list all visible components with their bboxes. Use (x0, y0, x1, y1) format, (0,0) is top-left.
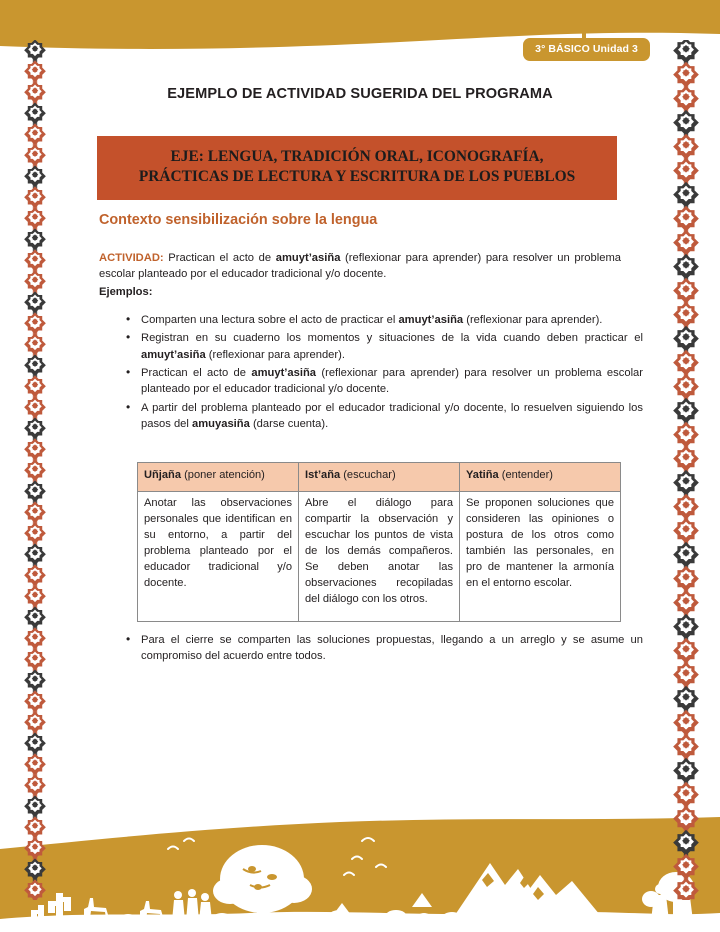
closing-list (119, 632, 643, 667)
table-header-term: Ist’aña (305, 469, 341, 481)
left-decorative-border (18, 40, 52, 900)
list-item (141, 400, 643, 433)
section-heading: Contexto sensibilización sobre la lengua (99, 212, 378, 228)
bottom-landscape-band (0, 807, 720, 932)
table-header-term: Uñjaña (144, 469, 181, 481)
activity-paragraph (99, 250, 621, 301)
list-item-text-suffix: (darse cuenta). (249, 418, 329, 431)
list-item-text-suffix: (reflexionar para aprender) para resolver un problema escolar planteado por el educador tradicional y/o docente. (141, 367, 643, 396)
list-item-term: amuyt’asiña (141, 348, 206, 361)
table-cell: Anotar las observaciones personales que identifican en su entorno, a partir del problema planteado por el educador tradicional y/o docente. (138, 492, 299, 622)
table-cell: Abre el diálogo para compartir la observación y escuchar los puntos de vista de los demás compañeros. Se deben anotar las observaciones recopiladas del diálogo con los otros. (299, 492, 460, 622)
page-title: EJEMPLO DE ACTIVIDAD SUGERIDA DEL PROGRAMA (167, 86, 553, 102)
list-item (141, 632, 643, 665)
list-item-text: Para el cierre se comparten las soluciones propuestas, llegando a un arreglo y se asume un compromiso del acuerdo entre todos. (141, 634, 643, 663)
activity-label: ACTIVIDAD: (99, 252, 164, 264)
list-item-text-suffix: (reflexionar para aprender). (463, 314, 603, 326)
list-item-term: amuyt’asiña (251, 367, 317, 380)
list-item (141, 330, 643, 363)
list-item (141, 365, 643, 398)
list-item (141, 312, 643, 328)
list-item-term: amuyasiña (192, 418, 250, 431)
activity-examples-list (119, 312, 643, 434)
table-column-header (299, 463, 460, 492)
bottom-landscape-illustration (0, 807, 720, 932)
list-item-text: Registran en su cuaderno los momentos y situaciones de la vida cuando deben practicar el (141, 332, 643, 345)
table-row (138, 492, 621, 622)
list-item-text: Practican el acto de (141, 367, 252, 380)
left-border-pattern (18, 40, 52, 900)
table-header-term: Yatiña (466, 469, 499, 481)
list-item-text: A partir del problema planteado por el educador tradicional y/o docente, lo resuelven siguiendo los pasos del (141, 401, 643, 431)
activity-text-part1: Practican el acto de (163, 252, 276, 264)
table-header-row (138, 463, 621, 492)
list-item-text-suffix: (reflexionar para aprender). (205, 348, 345, 361)
table-header-gloss: (entender) (498, 469, 553, 481)
steps-table (137, 462, 621, 622)
unit-badge: 3° BÁSICO Unidad 3 (523, 38, 650, 61)
eje-banner (97, 136, 617, 200)
right-border-pattern (666, 40, 706, 900)
table-column-header (460, 463, 621, 492)
table-header-gloss: (poner atención) (181, 469, 265, 481)
table-cell: Se proponen soluciones que consideren las opiniones o postura de los otros como también las personales, en pro de mantener la armonía en el entorno escolar. (460, 492, 621, 622)
table-header-gloss: (escuchar) (340, 469, 396, 481)
examples-label: Ejemplos: (99, 286, 153, 299)
activity-text-part2: (reflexionar para aprender) para resolver un problema escolar planteado por el educador tradicional y/o docente. (99, 252, 621, 281)
eje-banner-line1: EJE: LENGUA, TRADICIÓN ORAL, ICONOGRAFÍA, (170, 148, 544, 165)
table-column-header (138, 463, 299, 492)
list-item-text: Comparten una lectura sobre el acto de practicar el (141, 314, 399, 326)
list-item-term: amuyt’asiña (398, 314, 464, 326)
right-decorative-border (666, 40, 706, 900)
eje-banner-line2: PRÁCTICAS DE LECTURA Y ESCRITURA DE LOS PUEBLOS (138, 168, 576, 186)
activity-term: amuyt’asiña (275, 252, 341, 264)
